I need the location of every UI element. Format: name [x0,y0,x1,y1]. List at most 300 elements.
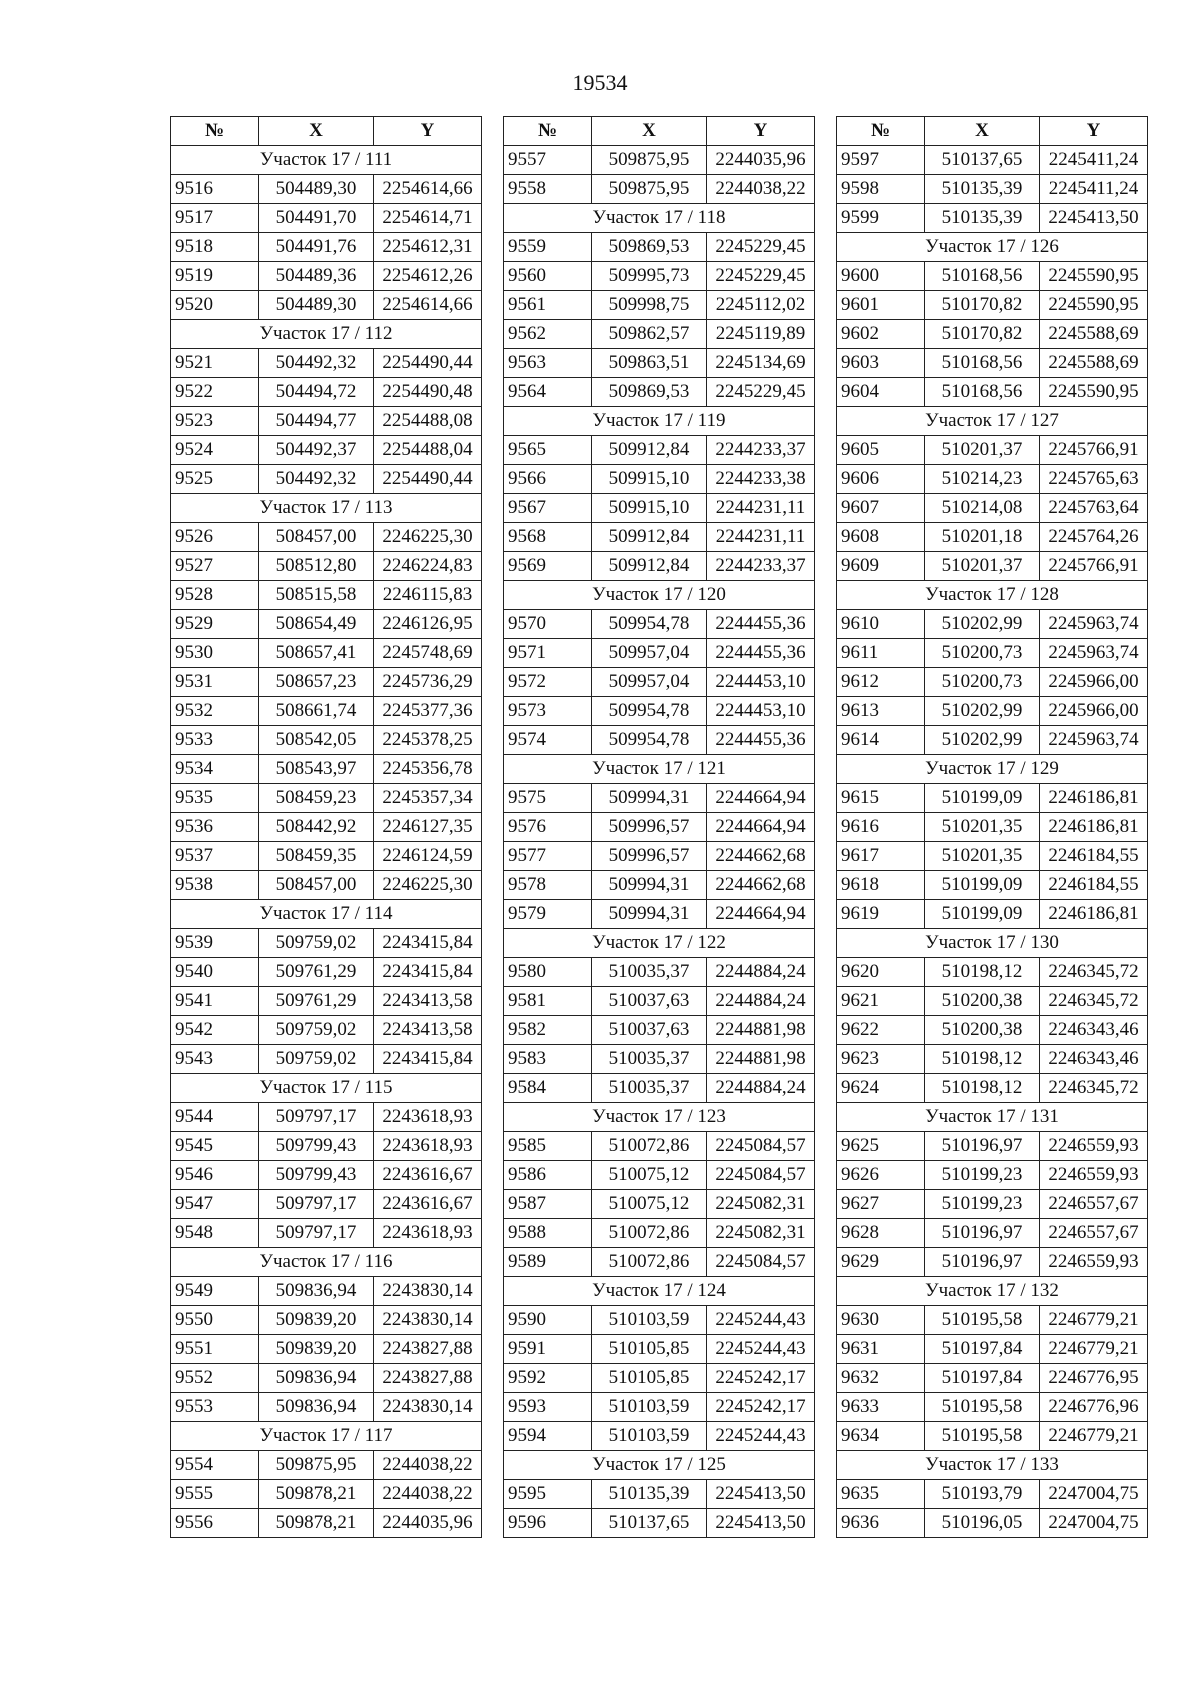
point-number: 9560 [504,262,592,291]
coord-x: 508542,05 [259,726,374,755]
section-header-row [504,1451,815,1480]
section-title: Участок 17 / 131 [837,1103,1148,1132]
table-body [837,146,1148,1538]
table-row [837,1045,1148,1074]
section-header-row [837,1103,1148,1132]
table-row [171,668,482,697]
coord-x: 510037,63 [592,987,707,1016]
table-row [504,1422,815,1451]
point-number: 9594 [504,1422,592,1451]
coord-y: 2245242,17 [707,1364,815,1393]
table-row [171,407,482,436]
table-row [171,1277,482,1306]
section-header-row [171,1248,482,1277]
coord-y: 2243616,67 [374,1190,482,1219]
header-number: № [837,117,925,146]
table-row [837,1132,1148,1161]
coord-y: 2245590,95 [1040,378,1148,407]
coord-x: 510168,56 [925,349,1040,378]
table-row [504,175,815,204]
coordinates-table-middle [503,116,815,1538]
coord-x: 508543,97 [259,755,374,784]
point-number: 9546 [171,1161,259,1190]
point-number: 9548 [171,1219,259,1248]
coord-x: 510195,58 [925,1422,1040,1451]
coord-x: 508459,35 [259,842,374,871]
point-number: 9584 [504,1074,592,1103]
section-title: Участок 17 / 116 [171,1248,482,1277]
point-number: 9606 [837,465,925,494]
coord-y: 2246224,83 [374,552,482,581]
table-row [837,494,1148,523]
table-row [504,958,815,987]
coord-y: 2244455,36 [707,610,815,639]
section-title: Участок 17 / 120 [504,581,815,610]
coord-x: 510201,35 [925,813,1040,842]
coord-x: 510105,85 [592,1364,707,1393]
point-number: 9526 [171,523,259,552]
point-number: 9520 [171,291,259,320]
section-header-row [837,1451,1148,1480]
header-y: Y [374,117,482,146]
table-row [504,813,815,842]
header-y: Y [1040,117,1148,146]
point-number: 9564 [504,378,592,407]
coord-x: 509915,10 [592,494,707,523]
table-row [171,1132,482,1161]
point-number: 9587 [504,1190,592,1219]
table-row [171,378,482,407]
point-number: 9576 [504,813,592,842]
section-title: Участок 17 / 122 [504,929,815,958]
table-row [171,697,482,726]
coord-y: 2245082,31 [707,1190,815,1219]
point-number: 9582 [504,1016,592,1045]
point-number: 9581 [504,987,592,1016]
coord-y: 2243618,93 [374,1103,482,1132]
table-row [837,1074,1148,1103]
coord-x: 510103,59 [592,1393,707,1422]
table-row [837,1306,1148,1335]
coord-y: 2246225,30 [374,523,482,552]
coord-y: 2246779,21 [1040,1422,1148,1451]
section-header-row [837,407,1148,436]
table-row [837,175,1148,204]
table-row [504,697,815,726]
coord-y: 2246343,46 [1040,1016,1148,1045]
coord-y: 2245356,78 [374,755,482,784]
coord-x: 509957,04 [592,639,707,668]
point-number: 9583 [504,1045,592,1074]
coord-y: 2246345,72 [1040,958,1148,987]
table-row [171,349,482,378]
coord-x: 510075,12 [592,1190,707,1219]
coord-x: 510135,39 [925,204,1040,233]
point-number: 9547 [171,1190,259,1219]
coord-y: 2254488,04 [374,436,482,465]
table-row [504,1480,815,1509]
coord-x: 508457,00 [259,871,374,900]
point-number: 9603 [837,349,925,378]
table-row [171,1509,482,1538]
coord-x: 508512,80 [259,552,374,581]
coord-y: 2244455,36 [707,726,815,755]
point-number: 9551 [171,1335,259,1364]
table-row [504,1190,815,1219]
point-number: 9577 [504,842,592,871]
point-number: 9595 [504,1480,592,1509]
coord-x: 508661,74 [259,697,374,726]
table-row [171,1219,482,1248]
section-title: Участок 17 / 113 [171,494,482,523]
point-number: 9589 [504,1248,592,1277]
point-number: 9522 [171,378,259,407]
coord-y: 2243618,93 [374,1219,482,1248]
coord-x: 508515,58 [259,581,374,610]
table-row [504,494,815,523]
coord-y: 2245084,57 [707,1248,815,1277]
coord-y: 2244453,10 [707,668,815,697]
coord-y: 2245084,57 [707,1132,815,1161]
table-row [504,842,815,871]
point-number: 9619 [837,900,925,929]
table-row [171,436,482,465]
coord-x: 509875,95 [592,175,707,204]
coord-x: 509761,29 [259,987,374,1016]
coord-y: 2254490,44 [374,465,482,494]
point-number: 9567 [504,494,592,523]
coord-x: 510168,56 [925,262,1040,291]
table-row [504,639,815,668]
table-row [504,1393,815,1422]
coord-x: 504494,72 [259,378,374,407]
coord-y: 2246559,93 [1040,1161,1148,1190]
coord-x: 510035,37 [592,958,707,987]
coord-x: 510199,09 [925,871,1040,900]
point-number: 9565 [504,436,592,465]
table-row [171,842,482,871]
section-header-row [504,204,815,233]
coord-x: 510137,65 [592,1509,707,1538]
table-row [837,784,1148,813]
table-row [837,842,1148,871]
section-title: Участок 17 / 127 [837,407,1148,436]
table-row [837,697,1148,726]
point-number: 9521 [171,349,259,378]
point-number: 9528 [171,581,259,610]
table-header-row [837,117,1148,146]
table-row [837,1393,1148,1422]
point-number: 9597 [837,146,925,175]
section-title: Участок 17 / 114 [171,900,482,929]
coord-y: 2245378,25 [374,726,482,755]
coord-y: 2245119,89 [707,320,815,349]
coord-y: 2254488,08 [374,407,482,436]
table-row [171,1393,482,1422]
coord-y: 2243413,58 [374,987,482,1016]
point-number: 9630 [837,1306,925,1335]
coord-y: 2245084,57 [707,1161,815,1190]
coord-y: 2244453,10 [707,697,815,726]
point-number: 9633 [837,1393,925,1422]
point-number: 9557 [504,146,592,175]
coord-x: 509994,31 [592,784,707,813]
coord-x: 509994,31 [592,871,707,900]
coord-y: 2245229,45 [707,233,815,262]
table-row [171,1480,482,1509]
section-header-row [837,1277,1148,1306]
coord-x: 509912,84 [592,552,707,581]
point-number: 9599 [837,204,925,233]
coord-x: 510195,58 [925,1393,1040,1422]
point-number: 9585 [504,1132,592,1161]
coord-x: 510137,65 [925,146,1040,175]
table-row [171,1161,482,1190]
coord-y: 2246186,81 [1040,900,1148,929]
table-row [171,987,482,1016]
point-number: 9578 [504,871,592,900]
point-number: 9608 [837,523,925,552]
coord-y: 2244233,38 [707,465,815,494]
point-number: 9626 [837,1161,925,1190]
table-row [504,610,815,639]
coord-x: 504489,30 [259,175,374,204]
section-title: Участок 17 / 111 [171,146,482,175]
table-row [837,465,1148,494]
table-row [171,958,482,987]
point-number: 9610 [837,610,925,639]
table-header-row [171,117,482,146]
table-row [171,639,482,668]
point-number: 9635 [837,1480,925,1509]
coord-y: 2244662,68 [707,871,815,900]
coord-y: 2246776,95 [1040,1364,1148,1393]
section-title: Участок 17 / 123 [504,1103,815,1132]
coord-x: 510201,18 [925,523,1040,552]
coord-y: 2246184,55 [1040,871,1148,900]
coord-x: 509915,10 [592,465,707,494]
table-row [504,668,815,697]
point-number: 9552 [171,1364,259,1393]
coord-x: 508442,92 [259,813,374,842]
section-header-row [837,233,1148,262]
coordinates-table-left [170,116,482,1538]
point-number: 9617 [837,842,925,871]
point-number: 9555 [171,1480,259,1509]
section-title: Участок 17 / 112 [171,320,482,349]
section-header-row [171,146,482,175]
point-number: 9616 [837,813,925,842]
table-row [837,436,1148,465]
table-row [171,523,482,552]
coord-x: 509957,04 [592,668,707,697]
point-number: 9540 [171,958,259,987]
point-number: 9592 [504,1364,592,1393]
coord-y: 2244881,98 [707,1016,815,1045]
table-row [504,1248,815,1277]
table-row [504,378,815,407]
section-title: Участок 17 / 117 [171,1422,482,1451]
table-row [171,1306,482,1335]
coord-y: 2246559,93 [1040,1132,1148,1161]
point-number: 9623 [837,1045,925,1074]
point-number: 9607 [837,494,925,523]
coord-y: 2245229,45 [707,262,815,291]
coord-y: 2245411,24 [1040,175,1148,204]
coord-y: 2246126,95 [374,610,482,639]
section-title: Участок 17 / 119 [504,407,815,436]
section-header-row [504,1103,815,1132]
coord-x: 510103,59 [592,1306,707,1335]
point-number: 9634 [837,1422,925,1451]
table-row [171,755,482,784]
coord-y: 2245112,02 [707,291,815,320]
section-header-row [837,581,1148,610]
coord-y: 2244662,68 [707,842,815,871]
table-row [171,1190,482,1219]
table-row [171,262,482,291]
coord-x: 509869,53 [592,233,707,262]
coordinates-table-right [836,116,1148,1538]
table-row [504,349,815,378]
coord-x: 510199,09 [925,900,1040,929]
section-title: Участок 17 / 130 [837,929,1148,958]
table-row [504,436,815,465]
table-body [504,146,815,1538]
coord-y: 2246559,93 [1040,1248,1148,1277]
coord-x: 509839,20 [259,1306,374,1335]
table-row [171,1103,482,1132]
coord-y: 2243827,88 [374,1364,482,1393]
coord-x: 509996,57 [592,842,707,871]
table-row [504,900,815,929]
coord-x: 510200,73 [925,639,1040,668]
point-number: 9618 [837,871,925,900]
table-row [171,1016,482,1045]
coord-y: 2244035,96 [374,1509,482,1538]
table-row [504,1219,815,1248]
coord-y: 2246127,35 [374,813,482,842]
point-number: 9549 [171,1277,259,1306]
point-number: 9614 [837,726,925,755]
point-number: 9636 [837,1509,925,1538]
table-row [171,871,482,900]
coord-y: 2244038,22 [374,1480,482,1509]
coord-y: 2244038,22 [707,175,815,204]
point-number: 9613 [837,697,925,726]
point-number: 9591 [504,1335,592,1364]
coord-y: 2243827,88 [374,1335,482,1364]
point-number: 9624 [837,1074,925,1103]
coord-y: 2245736,29 [374,668,482,697]
point-number: 9605 [837,436,925,465]
coord-y: 2246225,30 [374,871,482,900]
table-row [504,871,815,900]
coord-x: 509954,78 [592,726,707,755]
coord-x: 510201,37 [925,552,1040,581]
table-row [504,291,815,320]
coord-x: 510072,86 [592,1219,707,1248]
coord-x: 509797,17 [259,1103,374,1132]
point-number: 9519 [171,262,259,291]
coord-y: 2244233,37 [707,552,815,581]
coord-x: 510195,58 [925,1306,1040,1335]
coord-x: 504491,76 [259,233,374,262]
table-row [171,1335,482,1364]
coord-y: 2245229,45 [707,378,815,407]
coord-x: 510170,82 [925,320,1040,349]
coord-x: 510196,05 [925,1509,1040,1538]
point-number: 9598 [837,175,925,204]
point-number: 9632 [837,1364,925,1393]
coord-y: 2243830,14 [374,1393,482,1422]
table-row [837,900,1148,929]
table-row [504,1074,815,1103]
coord-x: 510201,35 [925,842,1040,871]
table-row [504,1045,815,1074]
coord-x: 510214,08 [925,494,1040,523]
point-number: 9517 [171,204,259,233]
section-title: Участок 17 / 129 [837,755,1148,784]
table-row [837,1422,1148,1451]
coord-x: 509799,43 [259,1132,374,1161]
point-number: 9579 [504,900,592,929]
point-number: 9572 [504,668,592,697]
table-row [504,1364,815,1393]
coord-x: 508657,41 [259,639,374,668]
point-number: 9628 [837,1219,925,1248]
coord-x: 504492,37 [259,436,374,465]
table-row [504,726,815,755]
table-row [504,1335,815,1364]
table-row [171,726,482,755]
point-number: 9530 [171,639,259,668]
coord-y: 2245082,31 [707,1219,815,1248]
coord-y: 2245242,17 [707,1393,815,1422]
coord-x: 508457,00 [259,523,374,552]
point-number: 9516 [171,175,259,204]
coord-y: 2246557,67 [1040,1190,1148,1219]
point-number: 9538 [171,871,259,900]
table-row [171,233,482,262]
table-row [504,1132,815,1161]
coord-y: 2244455,36 [707,639,815,668]
point-number: 9622 [837,1016,925,1045]
section-header-row [504,929,815,958]
coord-x: 504494,77 [259,407,374,436]
coord-x: 510198,12 [925,1045,1040,1074]
coord-x: 509994,31 [592,900,707,929]
point-number: 9561 [504,291,592,320]
table-row [504,320,815,349]
table-row [837,726,1148,755]
table-row [837,1219,1148,1248]
point-number: 9536 [171,813,259,842]
table-row [504,523,815,552]
coord-x: 510198,12 [925,958,1040,987]
coord-x: 510202,99 [925,610,1040,639]
coord-y: 2254490,44 [374,349,482,378]
coord-y: 2246186,81 [1040,813,1148,842]
coord-x: 509875,95 [259,1451,374,1480]
point-number: 9558 [504,175,592,204]
table-row [504,262,815,291]
coord-y: 2245413,50 [707,1509,815,1538]
coord-y: 2244884,24 [707,987,815,1016]
point-number: 9559 [504,233,592,262]
coord-y: 2246345,72 [1040,987,1148,1016]
point-number: 9600 [837,262,925,291]
